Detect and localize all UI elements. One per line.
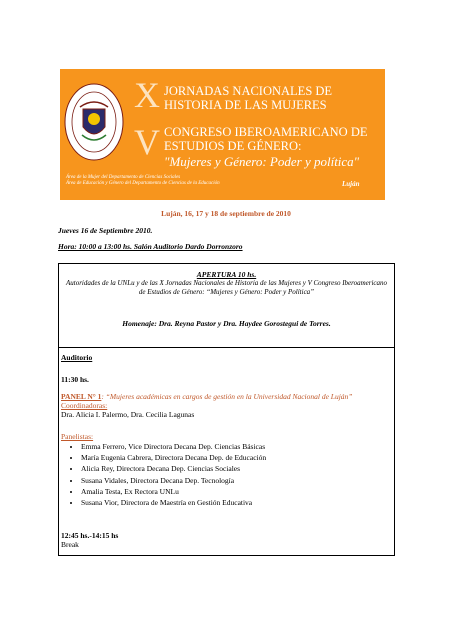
banner-city: Luján	[342, 180, 360, 188]
roman-numeral-v: V	[134, 122, 160, 162]
header-banner	[60, 69, 385, 200]
banner-dept-2: Área de Educación y Género del Departamento de Ciencias de la Educación	[66, 181, 220, 186]
opening-authorities: Autoridades de la UNLu y de las X Jornadas Nacionales de Historia de las Mujeres y V Congreso Iberoamericano de Estudios de Género: “Mujeres y Género: Poder y Política”	[65, 279, 388, 296]
opening-box	[58, 263, 395, 348]
panelists-list	[61, 441, 266, 508]
opening-title: APERTURA 10 hs.	[196, 270, 257, 279]
coordinators-label: Coordinadoras:	[61, 401, 108, 410]
university-seal-logo	[64, 83, 124, 161]
session-box	[58, 348, 395, 556]
panel-title: : “Mujeres académicas en cargos de gestión en la Universidad Nacional de Luján”	[101, 392, 353, 401]
list-item: • María Eugenia Cabrera, Directora Decana Dep. de Educación	[81, 452, 266, 463]
banner-title-congreso: CONGRESO IBEROAMERICANO DE ESTUDIOS DE GÉNERO:	[164, 125, 368, 153]
list-item: • Amalia Testa, Ex Rectora UNLu	[81, 486, 266, 497]
list-item: • Alicia Rey, Directora Decana Dep. Ciencias Sociales	[81, 463, 266, 474]
panel-number: PANEL N° 1	[61, 392, 102, 401]
session-room: Auditorio	[61, 353, 93, 362]
session-time: 11:30 hs.	[61, 375, 89, 384]
list-item: • Susana Vior, Directora de Maestría en Gestión Educativa	[81, 497, 266, 508]
banner-motto: "Mujeres y Género: Poder y política"	[164, 154, 360, 169]
program-hour-room: Hora: 10:00 a 13:00 hs. Salón Auditorio Dardo Dorronzoro	[58, 242, 243, 251]
break-label: Break	[61, 540, 79, 549]
break-time: 12:45 hs.-14:15 hs	[61, 531, 119, 540]
list-item: • Susana Vidales, Directora Decana Dep. Tecnología	[81, 475, 266, 486]
banner-dept-1: Área de la Mujer del Departamento de Ciencias Sociales	[66, 175, 181, 180]
banner-title-jornadas: JORNADAS NACIONALES DE HISTORIA DE LAS MUJERES	[164, 84, 333, 112]
panelists-label: Panelistas:	[61, 432, 94, 441]
panel-heading	[61, 392, 391, 401]
coordinators-names: Dra. Alicia I. Palermo, Dra. Cecilia Lagunas	[61, 410, 195, 419]
event-dates: Luján, 16, 17 y 18 de septiembre de 2010	[161, 209, 291, 218]
opening-tribute: Homenaje: Dra. Reyna Pastor y Dra. Haydee Gorostegui de Torres.	[122, 319, 331, 328]
program-day: Jueves 16 de Septiembre 2010.	[58, 226, 153, 235]
list-item: • Emma Ferrero, Vice Directora Decana Dep. Ciencias Básicas	[81, 441, 266, 452]
roman-numeral-x: X	[134, 75, 160, 115]
